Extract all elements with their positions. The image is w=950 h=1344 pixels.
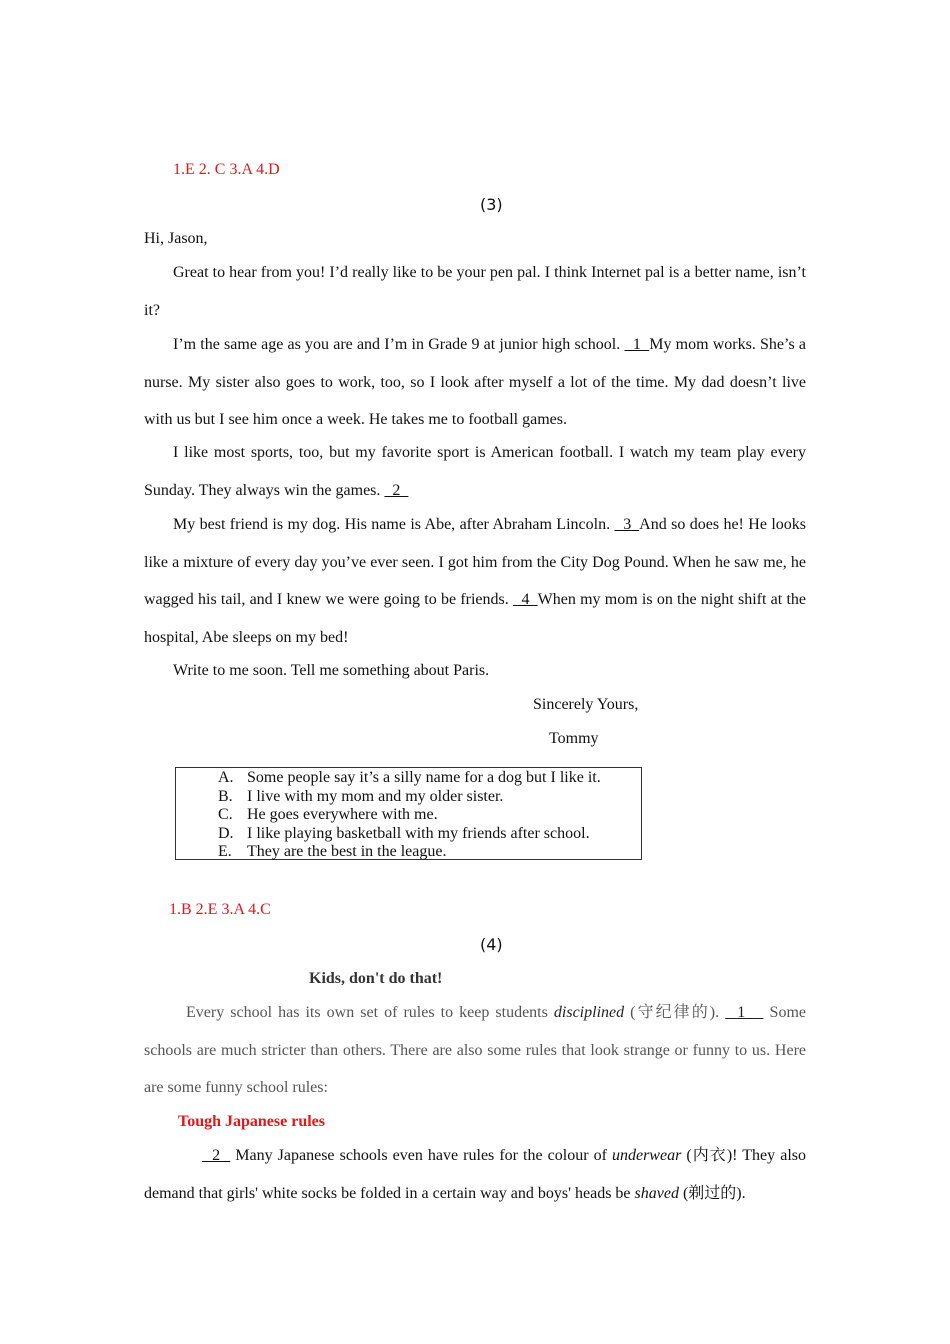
blank-4-2: 2 (202, 1147, 231, 1164)
answer-key-3: 1.E 2. C 3.A 4.D (173, 161, 280, 178)
option-b: B. I live with my mom and my older sister. (218, 788, 504, 805)
section-number-4: (4) (480, 935, 503, 954)
subheading: Tough Japanese rules (178, 1113, 325, 1130)
option-c: C. He goes everywhere with me. (218, 806, 438, 823)
blank-1: 1 (624, 336, 650, 353)
answer-key-4: 1.B 2.E 3.A 4.C (169, 901, 271, 918)
paragraph-3: I like most sports, too, but my favorite sport is American football. I watch my team play every Sunday. They always win the games. 2 (144, 444, 806, 499)
blank-2: 2 (384, 481, 409, 499)
blank-4-1: 1 (725, 1004, 764, 1021)
paragraph-4: My best friend is my dog. His name is Abe, after Abraham Lincoln. 3 And so does he! He looks like a mixture of every day you’ve ever seen. I got him from the City Dog Pound. When he saw me, he wagged his tail, and I knew we were going to be friends. 4 When my mom is on the night shift at the hospital, Abe sleeps on my bed! (144, 516, 807, 646)
letter-greeting: Hi, Jason, (144, 230, 208, 247)
paragraph-2: I’m the same age as you are and I’m in Grade 9 at junior high school. 1 My mom works. She’s a nurse. My sister also goes to work, too, so I look after myself a lot of the time. My dad doesn’t live with us but I see him once a week. He takes me to football games. (144, 336, 806, 428)
blank-3: 3 (614, 516, 640, 533)
letter-closing: Sincerely Yours, (533, 696, 639, 713)
blank-4: 4 (512, 591, 538, 608)
paragraph-5: Write to me soon. Tell me something about Paris. (173, 662, 490, 679)
paragraph-4-1: Every school has its own set of rules to keep students disciplined (守纪律的). 1 Some schools are much stricter than others. There are also some rules that look strange or funny to us. Here are some funny school rules: (144, 1004, 806, 1096)
paragraph-4-2: 2 Many Japanese schools even have rules for the colour of underwear (内衣)! They also demand that girls' white socks be folded in a certain way and boys' heads be shaved (剃过的). (144, 1147, 806, 1202)
passage-title: Kids, don't do that! (309, 970, 443, 987)
option-e: E. They are the best in the league. (218, 843, 447, 860)
letter-signature: Tommy (549, 730, 599, 747)
option-a: A. Some people say it’s a silly name for a dog but I like it. (218, 769, 601, 786)
paragraph-1: Great to hear from you! I’d really like to be your pen pal. I think Internet pal is a better name, isn’t it? (144, 264, 806, 319)
option-d: D. I like playing basketball with my friends after school. (218, 825, 590, 842)
section-number-3: (3) (480, 195, 503, 214)
options-box (175, 767, 642, 860)
